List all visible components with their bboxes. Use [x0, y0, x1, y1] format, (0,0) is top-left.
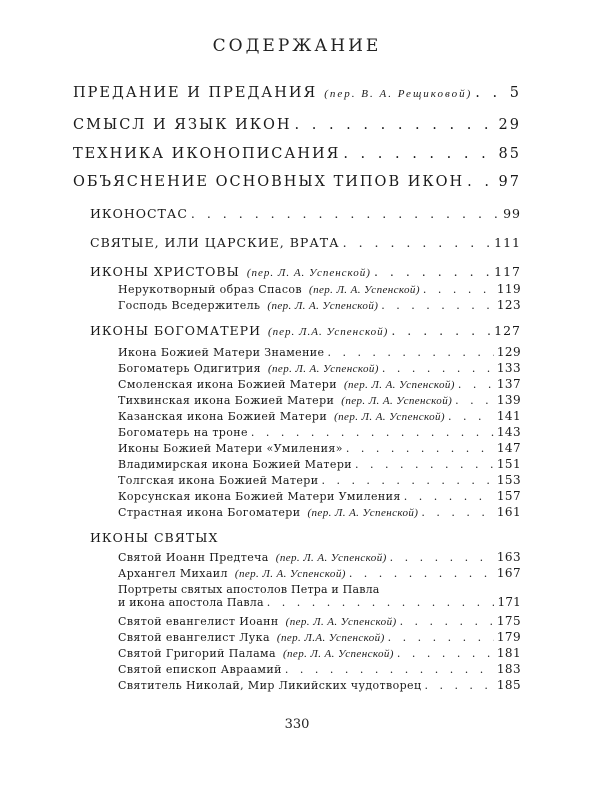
- toc-entry[interactable]: [118, 393, 521, 407]
- toc-entry[interactable]: [118, 298, 521, 312]
- entry-title: Богоматерь Одигитрия: [118, 362, 261, 375]
- toc-entry[interactable]: [118, 425, 521, 439]
- entry-title: Владимирская икона Божией Матери: [118, 458, 352, 471]
- toc-entry[interactable]: [118, 505, 521, 519]
- entry-translator: (пер. Л. А. Успенской): [267, 300, 379, 312]
- dot-leader: [343, 235, 492, 250]
- entry-page: 29: [498, 117, 521, 133]
- dot-leader: [346, 442, 494, 455]
- entry-translator: (пер. Л. А. Успенской): [282, 648, 394, 660]
- toc-entry[interactable]: [90, 206, 521, 221]
- entry-page: 179: [496, 630, 521, 644]
- entry-title: ИКОНЫ СВЯТЫХ: [90, 530, 219, 545]
- entry-page: 163: [496, 550, 521, 564]
- entry-page: 97: [498, 174, 521, 190]
- toc-entry[interactable]: [118, 550, 521, 564]
- entry-page: 183: [496, 662, 521, 676]
- entry-title: Архангел Михаил: [118, 567, 228, 580]
- entry-page: 147: [496, 441, 521, 455]
- entry-page: 141: [496, 409, 521, 423]
- entry-title: ИКОНЫ ХРИСТОВЫ: [90, 264, 240, 279]
- entry-page: 117: [494, 264, 521, 279]
- entry-title: ПРЕДАНИЕ И ПРЕДАНИЯ: [73, 85, 318, 101]
- dot-leader: [448, 410, 494, 423]
- entry-translator: (пер. Л.А. Успенской): [276, 632, 385, 644]
- entry-page: 119: [496, 282, 521, 296]
- dot-leader: [390, 551, 494, 564]
- entry-page: 137: [496, 377, 521, 391]
- entry-translator: (пер. Л. А. Успенской): [334, 411, 445, 423]
- toc-entry[interactable]: [118, 489, 521, 503]
- entry-title: Казанская икона Божией Матери: [118, 410, 328, 423]
- toc-entry[interactable]: [90, 235, 521, 250]
- entry-page: 171: [497, 596, 521, 609]
- dot-leader: [267, 596, 495, 609]
- entry-page: 143: [496, 425, 521, 439]
- dot-leader: [400, 615, 494, 628]
- entry-page: 161: [496, 505, 521, 519]
- dot-leader: [397, 647, 494, 660]
- entry-title: Святой епископ Авраамий: [118, 663, 282, 676]
- entry-title: Икона Божией Матери Знамение: [118, 346, 325, 359]
- dot-leader: [423, 283, 494, 296]
- toc-entry[interactable]: [118, 457, 521, 471]
- entry-translator: (пер. Л. А. Успенской): [285, 616, 397, 628]
- dot-leader: [349, 567, 494, 580]
- dot-leader: [295, 117, 496, 133]
- entry-translator: (пер. Л. А. Успенской): [307, 507, 419, 519]
- dot-leader: [467, 174, 495, 190]
- entry-title-line1: Портреты святых апостолов Петра и Павла: [118, 583, 380, 596]
- entry-title: Иконы Божией Матери «Умиления»: [118, 442, 343, 455]
- dot-leader: [424, 679, 493, 692]
- entry-page: 133: [496, 361, 521, 375]
- dot-leader: [458, 378, 494, 391]
- toc-entry[interactable]: [118, 566, 521, 580]
- dot-leader: [321, 474, 493, 487]
- entry-translator: (пер. Л. А. Успенской): [246, 267, 371, 279]
- dot-leader: [382, 362, 494, 375]
- entry-title: ИКОНОСТАС: [90, 206, 188, 221]
- entry-page: 99: [503, 206, 521, 221]
- dot-leader: [475, 85, 507, 101]
- dot-leader: [327, 346, 493, 359]
- entry-translator: (пер. В. А. Рещиковой): [324, 88, 473, 100]
- toc-entry-multiline[interactable]: [118, 583, 521, 609]
- entry-title: СВЯТЫЕ, ИЛИ ЦАРСКИЕ, ВРАТА: [90, 235, 340, 250]
- entry-page: 139: [496, 393, 521, 407]
- entry-translator: (пер. Л.А. Успенской): [268, 326, 389, 338]
- entry-title: Толгская икона Божией Матери: [118, 474, 319, 487]
- entry-translator: (пер. Л. А. Успенской): [309, 284, 420, 296]
- entry-title-line2: и икона апостола Павла: [118, 596, 264, 609]
- entry-title: Святой евангелист Иоанн: [118, 615, 279, 628]
- dot-leader: [251, 426, 494, 439]
- entry-page: 153: [496, 473, 521, 487]
- entry-page: 111: [494, 235, 521, 250]
- toc-entry[interactable]: [118, 662, 521, 676]
- entry-translator: (пер. Л. А. Успенской): [267, 363, 379, 375]
- entry-title: Господь Вседержитель: [118, 299, 261, 312]
- entry-page: 151: [496, 457, 521, 471]
- entry-page: 167: [496, 566, 521, 580]
- dot-leader: [191, 206, 500, 221]
- toc-entry[interactable]: [118, 473, 521, 487]
- dot-leader: [374, 264, 491, 279]
- dot-leader: [455, 394, 494, 407]
- entry-translator: (пер. Л. А. Успенской): [275, 552, 387, 564]
- entry-title: Смоленская икона Божией Матери: [118, 378, 337, 391]
- entry-page: 185: [496, 678, 521, 692]
- dot-leader: [421, 506, 494, 519]
- entry-title: Нерукотворный образ Спасов: [118, 283, 302, 296]
- entry-title: ИКОНЫ БОГОМАТЕРИ: [90, 323, 261, 338]
- toc-entry[interactable]: [118, 646, 521, 660]
- toc-entry[interactable]: [118, 630, 521, 644]
- toc-entry[interactable]: [90, 264, 521, 279]
- entry-page: 157: [496, 489, 521, 503]
- toc-entry[interactable]: [73, 85, 521, 101]
- toc-entry[interactable]: [118, 282, 521, 296]
- toc-entry[interactable]: [73, 174, 521, 190]
- toc-entry[interactable]: [118, 377, 521, 391]
- dot-leader: [391, 323, 491, 338]
- dot-leader: [404, 490, 494, 503]
- entry-page: 85: [498, 146, 521, 162]
- toc-section-heading[interactable]: [90, 530, 521, 545]
- toc-entry[interactable]: [118, 345, 521, 359]
- toc-title: СОДЕРЖАНИЕ: [212, 36, 382, 56]
- toc-entry[interactable]: [73, 146, 521, 162]
- dot-leader: [285, 663, 494, 676]
- entry-translator: (пер. Л. А. Успенской): [234, 568, 346, 580]
- toc-entry[interactable]: [118, 441, 521, 455]
- entry-title: Святой Иоанн Предтеча: [118, 551, 269, 564]
- entry-title: Корсунская икона Божией Матери Умиления: [118, 490, 401, 503]
- toc-entry[interactable]: [118, 361, 521, 375]
- entry-page: 175: [496, 614, 521, 628]
- toc-entry[interactable]: [118, 409, 521, 423]
- toc-entry[interactable]: [90, 323, 521, 338]
- toc-entry[interactable]: [118, 678, 521, 692]
- dot-leader: [381, 299, 494, 312]
- entry-title: Святой Григорий Палама: [118, 647, 276, 660]
- entry-page: 5: [509, 85, 521, 101]
- entry-page: 129: [496, 345, 521, 359]
- entry-title: СМЫСЛ И ЯЗЫК ИКОН: [73, 117, 292, 133]
- entry-title: Страстная икона Богоматери: [118, 506, 301, 519]
- dot-leader: [343, 146, 495, 162]
- entry-title: ТЕХНИКА ИКОНОПИСАНИЯ: [73, 146, 341, 162]
- toc-entry[interactable]: [73, 117, 521, 133]
- entry-title: Богоматерь на троне: [118, 426, 248, 439]
- entry-page: 123: [496, 298, 521, 312]
- entry-title: Святитель Николай, Мир Ликийских чудотворец: [118, 679, 422, 692]
- entry-title: Тихвинская икона Божией Матери: [118, 394, 335, 407]
- entry-translator: (пер. Л. А. Успенской): [341, 395, 453, 407]
- toc-entry[interactable]: [118, 614, 521, 628]
- entry-title: Святой евангелист Лука: [118, 631, 270, 644]
- entry-page: 181: [496, 646, 521, 660]
- entry-translator: (пер. Л. А. Успенской): [343, 379, 455, 391]
- dot-leader: [355, 458, 494, 471]
- dot-leader: [388, 631, 494, 644]
- entry-page: 127: [494, 323, 521, 338]
- page-number: 330: [284, 717, 310, 732]
- entry-title: ОБЪЯСНЕНИЕ ОСНОВНЫХ ТИПОВ ИКОН: [73, 174, 465, 190]
